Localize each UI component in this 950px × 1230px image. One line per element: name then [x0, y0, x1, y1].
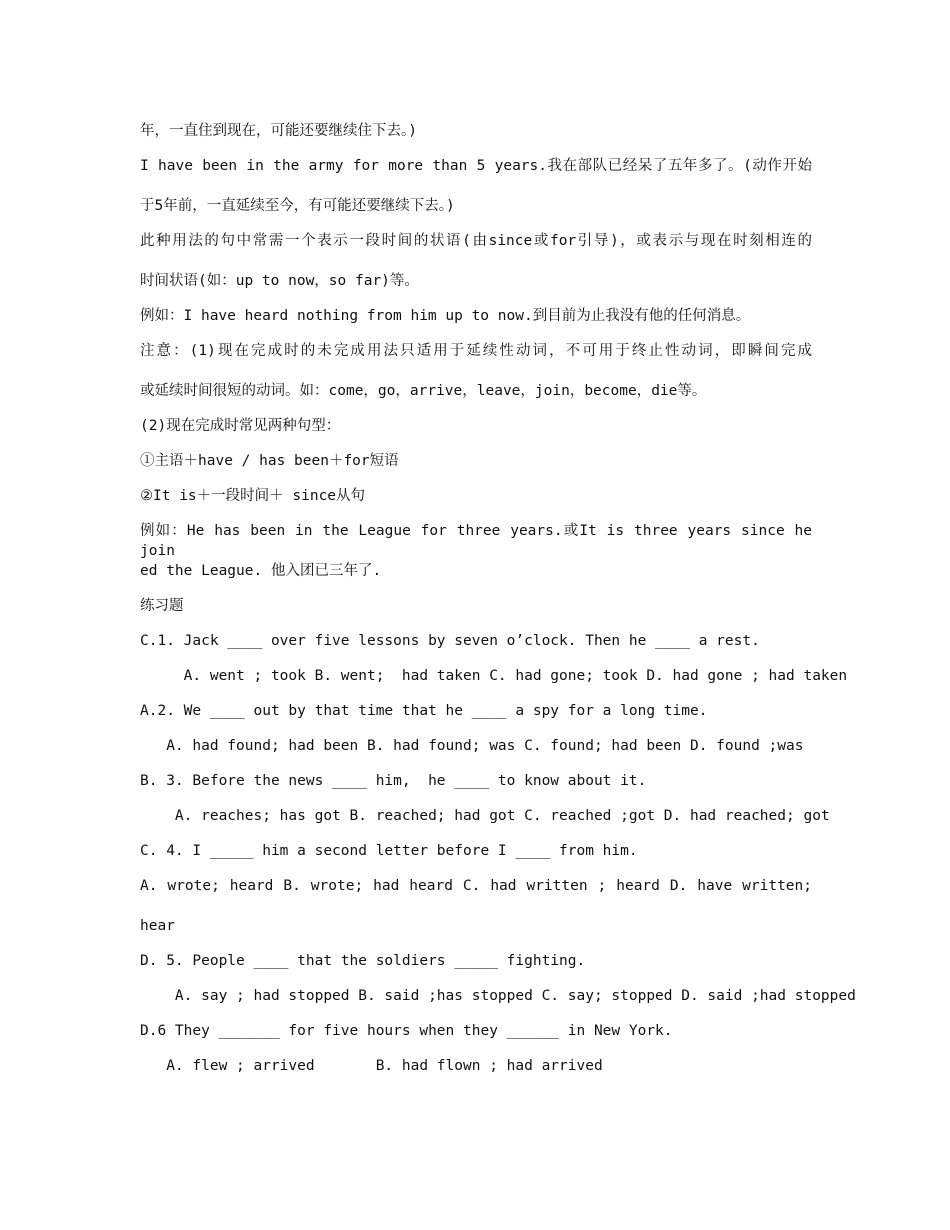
text-line: 时间状语(如：up to now，so far)等。: [140, 273, 419, 289]
text-line: I have been in the army for more than 5 years.我在部队已经呆了五年多了。(动作开始: [140, 158, 812, 174]
text-line: 年，一直住到现在，可能还要继续住下去。): [140, 123, 417, 139]
text-line: (2)现在完成时常见两种句型：: [140, 418, 341, 434]
option-line: A. say ; had stopped B. said ;has stopped C. say; stopped D. said ;had stopped: [140, 988, 856, 1004]
option-line: hear: [140, 918, 175, 934]
question-line: C. 4. I _____ him a second letter before I ____ from him.: [140, 843, 638, 859]
option-line: A. reaches; has got B. reached; had got C. reached ;got D. had reached; got: [140, 808, 830, 824]
option-line: A. flew ; arrived B. had flown ; had arrived: [140, 1058, 603, 1074]
question-line: A.2. We ____ out by that time that he ____ a spy for a long time.: [140, 703, 708, 719]
text-line: 此种用法的句中常需一个表示一段时间的状语(由since或for引导)，或表示与现在时刻相连的: [140, 233, 812, 249]
question-line: D.6 They _______ for five hours when they ______ in New York.: [140, 1023, 673, 1039]
text-line: 于5年前，一直延续至今，有可能还要继续下去。): [140, 198, 455, 214]
text-line: 例如：He has been in the League for three years.或It is three years since he join: [140, 523, 812, 559]
option-line: A. had found; had been B. had found; was C. found; had been D. found ;was: [140, 738, 804, 754]
text-line: ①主语＋have / has been＋for短语: [140, 453, 399, 469]
text-line: ②It is＋一段时间＋ since从句: [140, 488, 366, 504]
text-line: 例如：I have heard nothing from him up to now.到目前为止我没有他的任何消息。: [140, 308, 751, 324]
question-line: C.1. Jack ____ over five lessons by seven o’clock. Then he ____ a rest.: [140, 633, 760, 649]
option-line: A. wrote; heard B. wrote; had heard C. had written ; heard D. have written;: [140, 878, 812, 894]
question-line: D. 5. People ____ that the soldiers _____ fighting.: [140, 953, 586, 969]
text-line: 或延续时间很短的动词。如：come，go，arrive，leave，join，become，die等。: [140, 383, 707, 399]
text-line: 注意：(1)现在完成时的未完成用法只适用于延续性动词，不可用于终止性动词，即瞬间完成: [140, 343, 812, 359]
option-line: A. went ; took B. went; had taken C. had gone; took D. had gone ; had taken: [140, 668, 848, 684]
question-line: B. 3. Before the news ____ him, he ____ to know about it.: [140, 773, 647, 789]
text-line: ed the League. 他入团已三年了.: [140, 563, 382, 579]
section-heading: 练习题: [140, 598, 184, 614]
